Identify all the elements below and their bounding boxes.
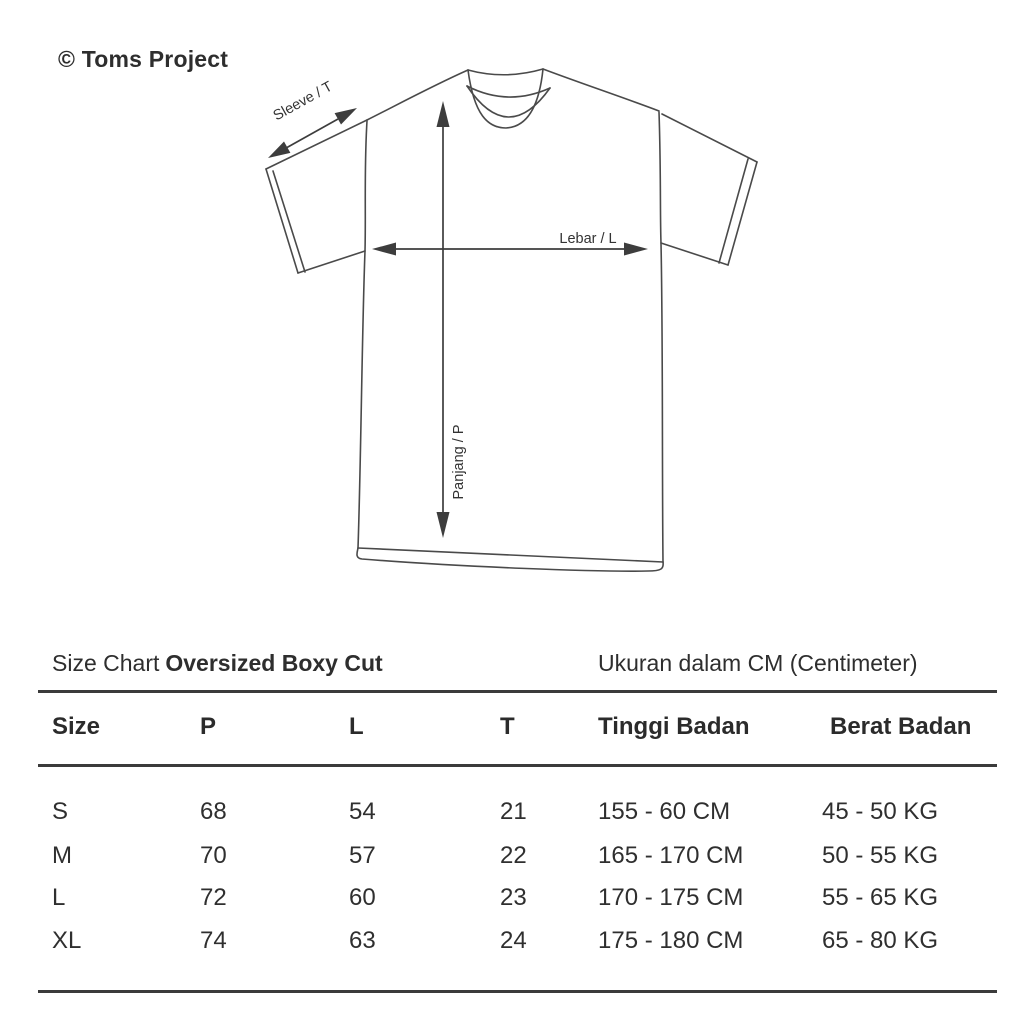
size-chart-subtitle: Ukuran dalam CM (Centimeter) [598, 650, 918, 676]
cell-t: 22 [500, 842, 527, 869]
cell-berat: 45 - 50 KG [822, 798, 939, 825]
cell-l: 54 [349, 798, 376, 825]
table-row-l [0, 884, 1024, 912]
cell-berat: 50 - 55 KG [822, 842, 939, 869]
cell-berat: 55 - 65 KG [822, 884, 939, 911]
cell-size: M [52, 842, 72, 869]
brand-copyright: © Toms Project [58, 46, 229, 72]
table-row-m [0, 842, 1024, 870]
divider-bottom [38, 990, 997, 993]
cell-tinggi: 155 - 60 CM [598, 798, 731, 825]
column-header-size: Size [52, 713, 101, 740]
column-header-tinggi-badan: Tinggi Badan [598, 713, 750, 740]
cell-p: 74 [200, 927, 227, 954]
length-measure-label: Panjang / P [451, 424, 467, 500]
cell-size: S [52, 798, 69, 825]
column-header-p: P [200, 713, 217, 740]
cell-t: 21 [500, 798, 527, 825]
cell-tinggi: 165 - 170 CM [598, 842, 744, 869]
cell-l: 60 [349, 884, 376, 911]
cell-size: L [52, 884, 66, 911]
table-header-row [0, 713, 1024, 741]
cell-p: 70 [200, 842, 227, 869]
table-row-s [0, 798, 1024, 826]
sleeve-measure-label: Sleeve / T [270, 78, 336, 125]
cell-t: 23 [500, 884, 527, 911]
cell-p: 68 [200, 798, 227, 825]
size-chart-title-cut-name: Oversized Boxy Cut [165, 650, 383, 676]
length-measure-arrow [437, 101, 450, 538]
cell-l: 63 [349, 927, 376, 954]
cell-berat: 65 - 80 KG [822, 927, 939, 954]
column-header-l: L [349, 713, 364, 740]
table-row-xl [0, 927, 1024, 955]
cell-p: 72 [200, 884, 227, 911]
size-chart-title [52, 649, 383, 677]
size-chart-title-prefix: Size Chart [52, 650, 160, 676]
column-header-berat-badan: Berat Badan [830, 713, 972, 740]
divider-top [38, 690, 997, 693]
cell-l: 57 [349, 842, 376, 869]
divider-header [38, 764, 997, 767]
cell-tinggi: 175 - 180 CM [598, 927, 744, 954]
cell-size: XL [52, 927, 82, 954]
cell-t: 24 [500, 927, 527, 954]
width-measure-label: Lebar / L [559, 231, 617, 247]
cell-tinggi: 170 - 175 CM [598, 884, 744, 911]
column-header-t: T [500, 713, 515, 740]
tshirt-outline [266, 69, 757, 571]
